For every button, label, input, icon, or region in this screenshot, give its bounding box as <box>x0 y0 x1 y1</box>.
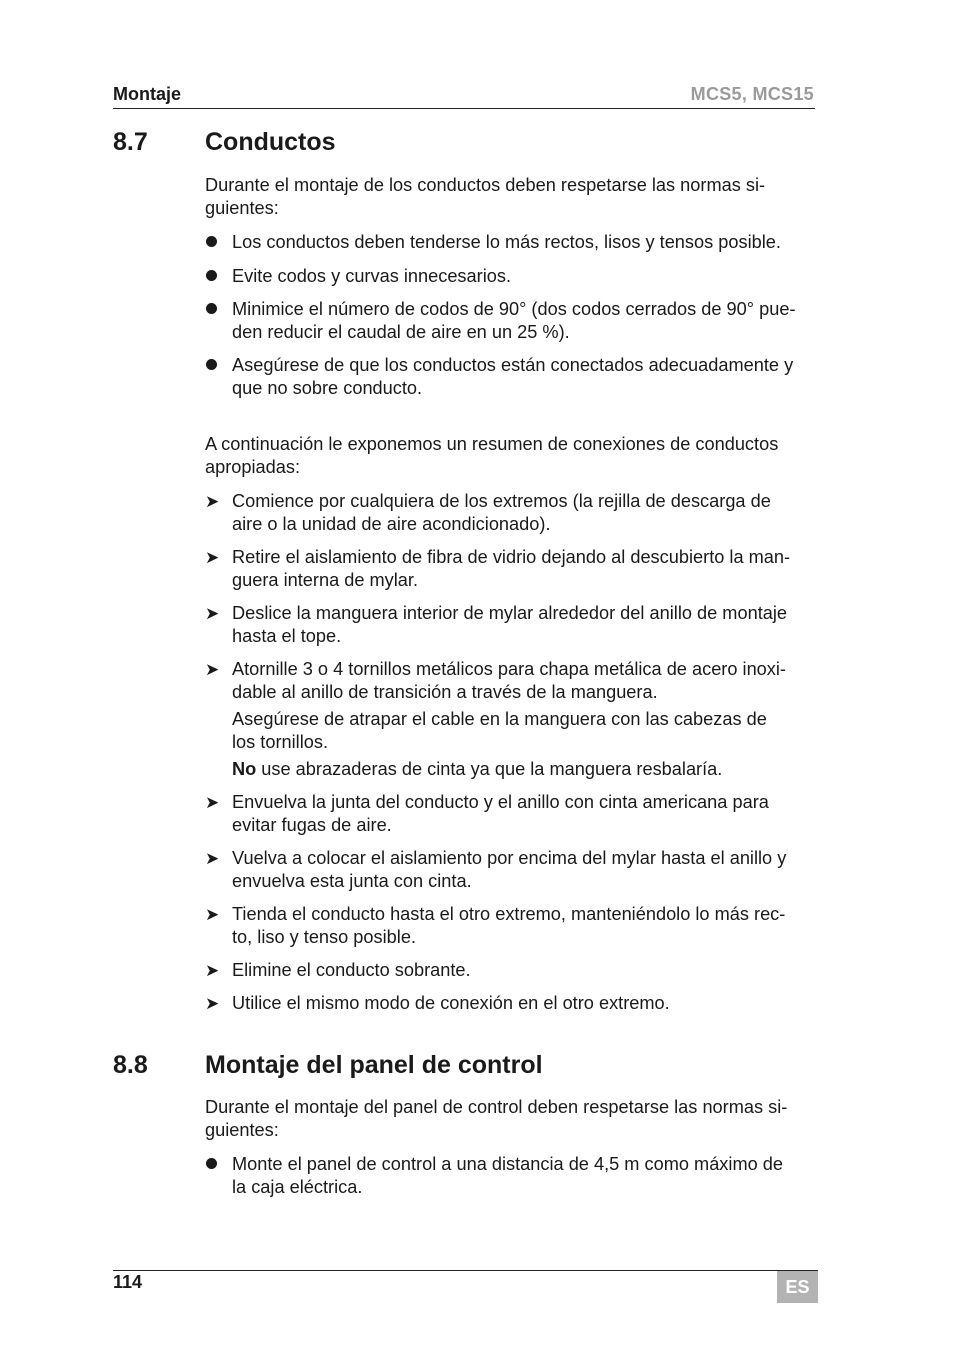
text-line: Atornille 3 o 4 tornillos metálicos para chapa metálica de acero inoxi- <box>232 659 786 679</box>
text-line: Envuelva la junta del conducto y el anillo con cinta americana para <box>232 792 769 812</box>
text-line: Elimine el conducto sobrante. <box>232 960 471 980</box>
text-line: guientes: <box>205 198 279 218</box>
text-line: Los conductos deben tenderse lo más rectos, lisos y tensos posible. <box>232 232 781 252</box>
step-item <box>205 847 820 893</box>
text-line: Evite codos y curvas innecesarios. <box>232 266 512 286</box>
text-line: apropiadas: <box>205 457 301 477</box>
summary-paragraph <box>205 433 820 479</box>
bullet-item <box>205 354 820 400</box>
text-line: los tornillos. <box>232 732 329 752</box>
bullet-icon <box>205 265 232 288</box>
arrow-right-icon: ➤ <box>205 793 220 812</box>
arrow-right-icon: ➤ <box>205 994 220 1013</box>
step-note <box>205 708 820 754</box>
text-line: guera interna de mylar. <box>232 570 419 590</box>
bullet-icon <box>205 1153 232 1176</box>
text-line: to, liso y tenso posible. <box>232 927 416 947</box>
step-item <box>205 903 820 949</box>
step-item <box>205 658 820 704</box>
arrow-right-icon: ➤ <box>205 604 220 623</box>
text-line: la caja eléctrica. <box>232 1177 363 1197</box>
text-line: Monte el panel de control a una distancia de 4,5 m como máximo de <box>232 1154 783 1174</box>
section-number: 8.7 <box>113 128 148 156</box>
text-line: Vuelva a colocar el aislamiento por encima del mylar hasta el anillo y <box>232 848 787 868</box>
arrow-right-icon: ➤ <box>205 492 220 511</box>
bullet-item <box>205 298 820 344</box>
bullet-icon <box>205 354 232 377</box>
step-item <box>205 992 820 1015</box>
text-line: Asegúrese de atrapar el cable en la manguera con las cabezas de <box>232 709 767 729</box>
text-line: evitar fugas de aire. <box>232 815 392 835</box>
language-badge: ES <box>777 1271 818 1303</box>
text-line: Durante el montaje del panel de control deben respetarse las normas si- <box>205 1097 788 1117</box>
footer-rule <box>113 1270 818 1271</box>
text-line: hasta el tope. <box>232 626 342 646</box>
text-line: den reducir el caudal de aire en un 25 %). <box>232 322 570 342</box>
arrow-right-icon: ➤ <box>205 905 220 924</box>
step-item <box>205 602 820 648</box>
text-line: guientes: <box>205 1120 279 1140</box>
arrow-right-icon: ➤ <box>205 660 220 679</box>
bullet-item <box>205 1153 820 1199</box>
step-item <box>205 546 820 592</box>
header-rule <box>113 108 815 109</box>
arrow-right-icon: ➤ <box>205 849 220 868</box>
text-line: envuelva esta junta con cinta. <box>232 871 472 891</box>
running-header-section: Montaje <box>113 84 182 104</box>
text-line: Tienda el conducto hasta el otro extremo, manteniéndolo lo más rec- <box>232 904 786 924</box>
step-item <box>205 791 820 837</box>
text-line: Asegúrese de que los conductos están conectados adecuadamente y <box>232 355 794 375</box>
text-line: Minimice el número de codos de 90° (dos codos cerrados de 90° pue- <box>232 299 796 319</box>
text-line: Durante el montaje de los conductos deben respetarse las normas si- <box>205 175 766 195</box>
text-line: dable al anillo de transición a través de la manguera. <box>232 682 658 702</box>
section-title: Montaje del panel de control <box>205 1051 543 1079</box>
text-line: Comience por cualquiera de los extremos (la rejilla de descarga de <box>232 491 771 511</box>
text-line: aire o la unidad de aire acondicionado). <box>232 514 551 534</box>
text-line: Deslice la manguera interior de mylar alrededor del anillo de montaje <box>232 603 788 623</box>
text-line: que no sobre conducto. <box>232 378 423 398</box>
intro-paragraph <box>205 1096 820 1142</box>
step-note <box>205 758 820 781</box>
section-body <box>205 174 820 1015</box>
bullet-icon <box>205 298 232 321</box>
section-title: Conductos <box>205 128 336 156</box>
section-body <box>205 1096 820 1199</box>
bullet-item <box>205 231 820 254</box>
section-number: 8.8 <box>113 1051 148 1079</box>
text-line: Utilice el mismo modo de conexión en el otro extremo. <box>232 993 670 1013</box>
intro-paragraph <box>205 174 820 220</box>
text-line: Retire el aislamiento de fibra de vidrio dejando al descubierto la man- <box>232 547 791 567</box>
arrow-right-icon: ➤ <box>205 961 220 980</box>
step-item <box>205 490 820 536</box>
step-item <box>205 959 820 982</box>
text-line: A continuación le exponemos un resumen de conexiones de conductos <box>205 434 779 454</box>
text-line: use abrazaderas de cinta ya que la manguera resbalaría. <box>256 759 723 779</box>
arrow-right-icon: ➤ <box>205 548 220 567</box>
emphasis-text: No <box>232 759 257 779</box>
page-number: 114 <box>113 1272 143 1292</box>
bullet-item <box>205 265 820 288</box>
running-header-model: MCS5, MCS15 <box>690 84 814 104</box>
bullet-icon <box>205 231 232 254</box>
